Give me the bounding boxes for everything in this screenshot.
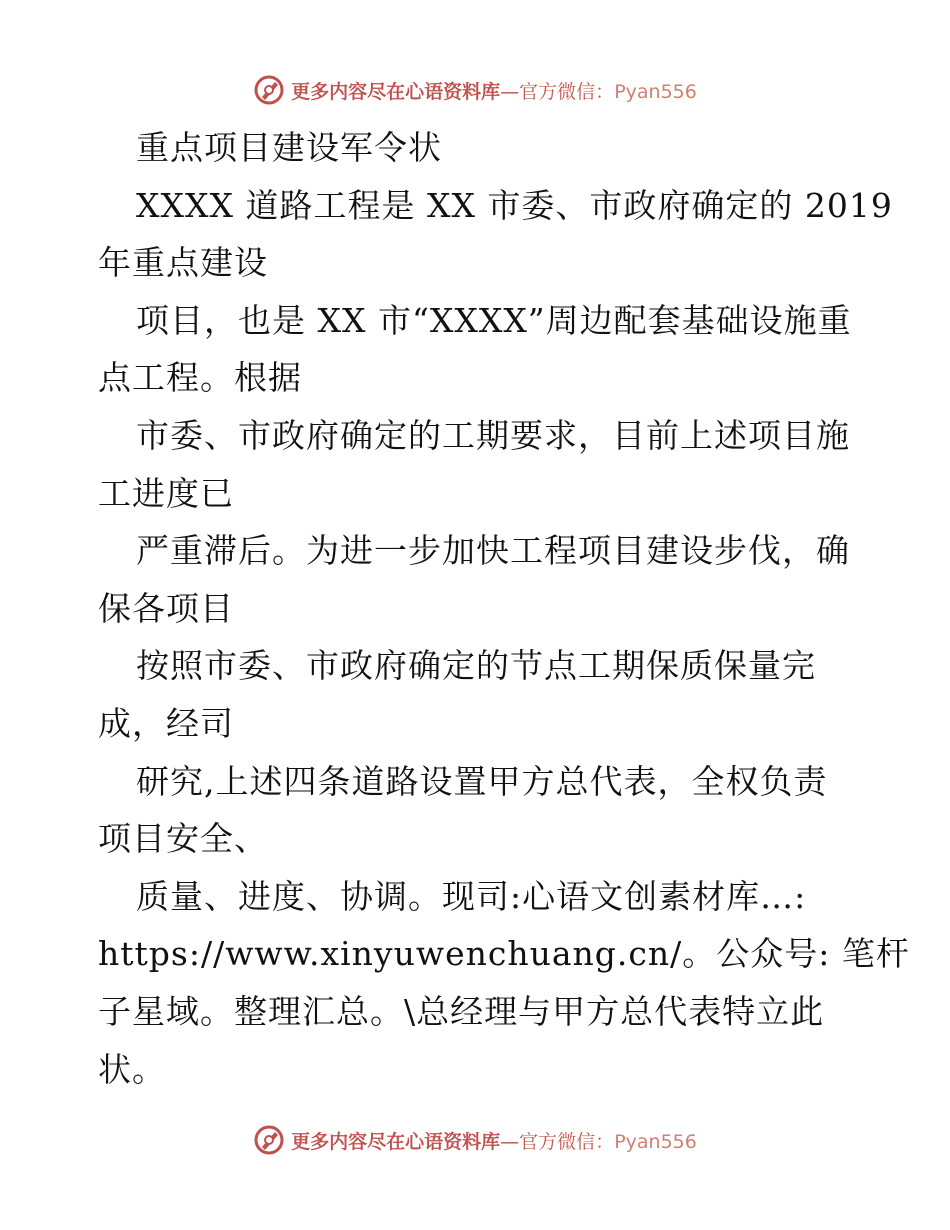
header-banner xyxy=(0,70,950,110)
body-line: 成，经司 xyxy=(98,703,234,743)
body-line: 研究,上述四条道路设置甲方总代表，全权负责 xyxy=(136,761,828,801)
body-line: 状。 xyxy=(98,1049,166,1089)
banner-site: 更多内容尽在心语资料库 xyxy=(291,1130,501,1153)
banner-dash: — xyxy=(500,1130,520,1153)
banner-text xyxy=(291,77,697,104)
body-line: https://www.xinyuwenchuang.cn/。公众号: 笔杆 xyxy=(98,934,910,974)
body-line: 项目安全、 xyxy=(98,819,268,859)
pen-logo-icon xyxy=(253,74,285,106)
banner-wechat-id: Pyan556 xyxy=(614,80,697,103)
body-line: 按照市委、市政府确定的节点工期保质保量完 xyxy=(136,646,816,686)
body-line: 市委、市政府确定的工期要求，目前上述项目施 xyxy=(136,415,850,455)
body-line: 子星域。整理汇总。\总经理与甲方总代表特立此 xyxy=(98,991,825,1031)
banner-wechat-label: 官方微信： xyxy=(519,80,615,103)
body-line: XXXX 道路工程是 XX 市委、市政府确定的 2019 xyxy=(136,185,893,225)
body-line: 项目，也是 XX 市“XXXX”周边配套基础设施重 xyxy=(136,300,852,340)
footer-banner xyxy=(0,1120,950,1160)
body-line: 质量、进度、协调。现司:心语文创素材库…: xyxy=(136,876,807,916)
body-line: 严重滞后。为进一步加快工程项目建设步伐，确 xyxy=(136,531,850,571)
body-line: 点工程。根据 xyxy=(98,358,302,398)
body-line: 年重点建设 xyxy=(98,243,268,283)
banner-wechat-label: 官方微信： xyxy=(519,1130,615,1153)
banner-site: 更多内容尽在心语资料库 xyxy=(291,80,501,103)
body-line: 保各项目 xyxy=(98,588,234,628)
document-title: 重点项目建设军令状 xyxy=(136,128,442,167)
banner-wechat-id: Pyan556 xyxy=(614,1130,697,1153)
document-body xyxy=(98,119,910,1098)
banner-dash: — xyxy=(500,80,520,103)
body-line: 工进度已 xyxy=(98,473,234,513)
banner-text xyxy=(291,1127,697,1154)
pen-logo-icon xyxy=(253,1124,285,1156)
